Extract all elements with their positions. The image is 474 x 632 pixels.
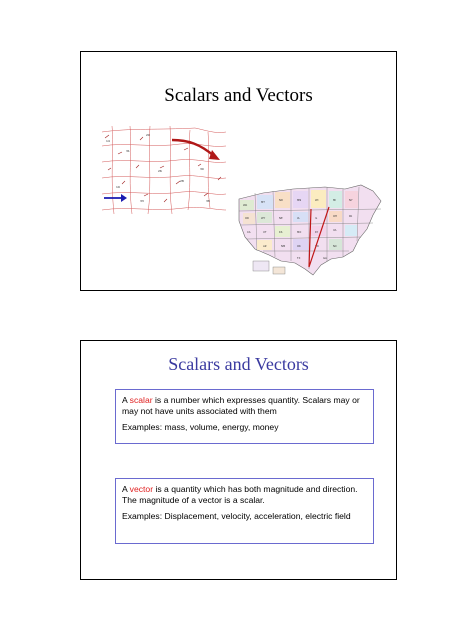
scalar-definition-box — [115, 389, 374, 444]
slide-2-title: Scalars and Vectors — [168, 354, 309, 374]
svg-text:VA: VA — [333, 229, 337, 232]
vector-definition-text: is a quantity which has both magnitude and direction. The magnitude of a vector is a scalar. — [122, 484, 358, 505]
svg-text:KS: KS — [279, 231, 283, 234]
svg-text:OR: OR — [245, 217, 249, 220]
svg-text:CA: CA — [247, 231, 251, 234]
svg-text:PA: PA — [349, 215, 353, 218]
scalar-definition — [122, 395, 367, 417]
svg-text:31: 31 — [126, 149, 130, 153]
svg-text:20: 20 — [146, 133, 150, 137]
us-states-map-icon — [233, 179, 385, 284]
svg-text:NM: NM — [281, 245, 286, 248]
svg-text:IL: IL — [315, 217, 318, 220]
svg-text:IA: IA — [297, 217, 300, 220]
svg-text:14: 14 — [106, 139, 110, 143]
svg-text:KY: KY — [315, 231, 319, 234]
slide-2 — [80, 340, 397, 580]
svg-text:NE: NE — [279, 217, 283, 220]
svg-text:MN: MN — [297, 199, 302, 202]
svg-text:WA: WA — [243, 204, 248, 207]
svg-text:OK: OK — [297, 245, 301, 248]
svg-text:19: 19 — [116, 185, 120, 189]
svg-text:TX: TX — [297, 257, 301, 260]
scalar-prefix: A — [122, 395, 130, 405]
svg-text:GA: GA — [323, 257, 327, 260]
slide-1-title: Scalars and Vectors — [164, 85, 313, 106]
scalar-definition-text: is a number which expresses quantity. Scalars may or may not have units associated with them — [122, 395, 360, 416]
vector-term: vector — [129, 484, 154, 494]
svg-text:MI: MI — [333, 199, 337, 202]
svg-text:30: 30 — [200, 167, 204, 171]
svg-text:WY: WY — [261, 217, 266, 220]
svg-text:26: 26 — [158, 169, 162, 173]
svg-text:MO: MO — [297, 231, 302, 234]
weather-map-icon — [100, 124, 228, 216]
svg-text:NC: NC — [333, 245, 337, 248]
svg-text:TN: TN — [315, 245, 319, 248]
svg-text:33: 33 — [140, 199, 144, 203]
svg-text:28: 28 — [180, 179, 184, 183]
svg-text:MT: MT — [261, 201, 265, 204]
svg-text:UT: UT — [263, 231, 267, 234]
svg-text:OH: OH — [333, 215, 337, 218]
vector-prefix: A — [122, 484, 130, 494]
svg-text:ND: ND — [279, 199, 283, 202]
svg-text:WI: WI — [315, 199, 319, 202]
svg-text:AZ: AZ — [263, 245, 267, 248]
svg-text:38: 38 — [206, 199, 210, 203]
vector-definition-box — [115, 478, 374, 544]
vector-definition — [122, 484, 367, 506]
slide-1 — [80, 51, 397, 291]
scalar-term: scalar — [129, 395, 153, 405]
svg-text:NY: NY — [349, 199, 353, 202]
vector-examples: Examples: Displacement, velocity, acceleration, electric field — [122, 511, 351, 521]
scalar-examples: Examples: mass, volume, energy, money — [122, 422, 279, 432]
